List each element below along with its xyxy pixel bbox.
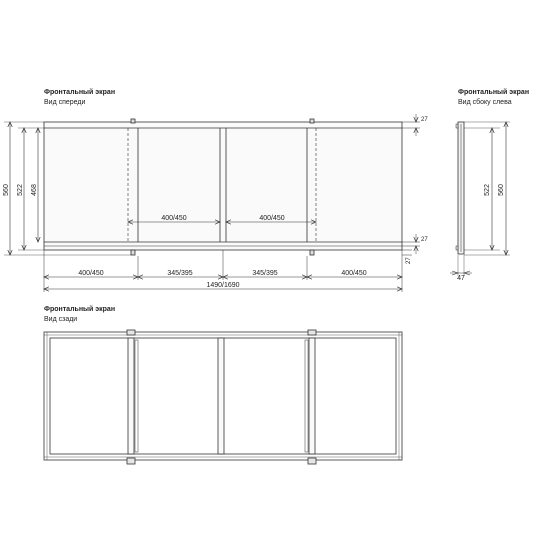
back-clamp-1-bottom: [127, 458, 135, 464]
side-view-subtitle: Вид сбоку слева: [458, 99, 512, 106]
dim-label-bottom-gap-2: 27: [406, 257, 412, 264]
dim-label-522: 522: [17, 184, 24, 196]
front-outer-frame: [44, 122, 402, 250]
front-bracket-top-right: [310, 119, 314, 123]
back-clamp-3-bottom: [308, 458, 316, 464]
front-view-subtitle: Вид спереди: [44, 99, 86, 106]
dim-label-seg-3: 345/395: [252, 270, 278, 277]
side-view-drawing: [456, 122, 464, 254]
dim-label-total: 1490/1690: [206, 282, 240, 289]
back-post-1: [128, 338, 134, 454]
dim-label-468: 468: [31, 184, 38, 196]
back-view-title: Фронтальный экран: [44, 306, 116, 313]
side-dim-label-522: 522: [484, 184, 491, 196]
side-dim-label-depth: 47: [457, 275, 465, 282]
front-view-drawing: [44, 119, 402, 255]
front-foot-right: [310, 250, 314, 255]
back-view-subtitle: Вид сзади: [44, 316, 78, 323]
front-foot-left: [131, 250, 135, 255]
back-post-2: [218, 338, 224, 454]
side-dim-label-560: 560: [498, 184, 505, 196]
back-view-drawing: [44, 330, 402, 464]
dim-label-inner-left: 400/450: [161, 215, 187, 222]
dim-label-seg-1: 400/450: [78, 270, 104, 277]
dim-label-seg-4: 400/450: [341, 270, 367, 277]
back-post-3: [309, 338, 315, 454]
front-bracket-top-left: [131, 119, 135, 123]
dim-label-seg-2: 345/395: [167, 270, 193, 277]
dim-label-top-gap: 27: [421, 117, 428, 123]
front-right-small-dims: [402, 114, 420, 255]
dim-label-560: 560: [3, 184, 10, 196]
dim-label-inner-right: 400/450: [259, 215, 285, 222]
front-view-title: Фронтальный экран: [44, 89, 116, 96]
back-clamp-3-top: [308, 330, 316, 335]
side-view-title: Фронтальный экран: [458, 89, 530, 96]
dim-label-bottom-gap-1: 27: [421, 237, 428, 243]
back-clamp-1-top: [127, 330, 135, 335]
